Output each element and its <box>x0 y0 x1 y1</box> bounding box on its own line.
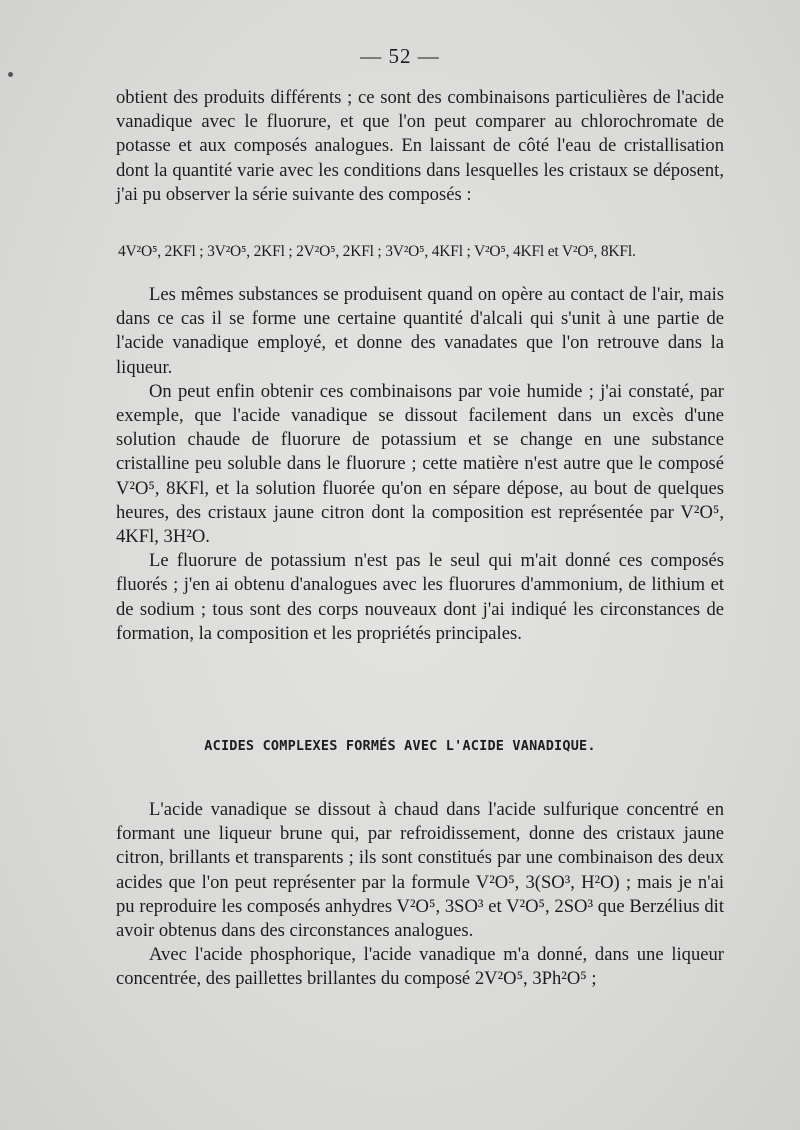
paragraph-5: L'acide vanadique se dissout à chaud dans l'acide sulfurique concentré en formant une liqueur brune qui, par refroidissement, donne des cristaux jaune citron, brillants et transparents ; ils sont constitués par une combinaison des deux acides que l'on peut représenter par la formule V²O⁵, 3(SO³, H²O) ; mais je n'ai pu reproduire les composés anhydres V²O⁵, 3SO³ et V²O⁵, 2SO³ que Berzélius dit avoir obtenus dans des circonstances analogues. <box>116 799 724 942</box>
text-block-middle <box>116 283 724 646</box>
paragraph-4: Le fluorure de potassium n'est pas le seul qui m'ait donné ces composés fluorés ; j'en ai obtenu d'analogues avec les fluorures d'ammonium, de lithium et de sodium ; tous sont des corps nouveaux dont j'ai indiqué les circonstances de formation, la composition et les propriétés principales. <box>116 550 724 644</box>
section-heading: ACIDES COMPLEXES FORMÉS AVEC L'ACIDE VANADIQUE. <box>204 738 596 754</box>
formula-series: 4V²O⁵, 2KFl ; 3V²O⁵, 2KFl ; 2V²O⁵, 2KFl ; 3V²O⁵, 4KFl ; V²O⁵, 4KFl et V²O⁵, 8KFl. <box>118 243 636 260</box>
text-block-top <box>116 86 724 207</box>
paragraph-3: On peut enfin obtenir ces combinaisons par voie humide ; j'ai constaté, par exemple, que l'acide vanadique se dissout facilement dans un excès d'une solution chaude de fluorure de potassium et se change en une substance cristalline peu soluble dans le fluorure ; cette matière n'est autre que le composé V²O⁵, 8KFl, et la solution fluorée qu'on en sépare dépose, au bout de quelques heures, des cristaux jaune citron dont la composition est représentée par V²O⁵, 4KFl, 3H²O. <box>116 380 724 548</box>
page-number: — 52 — <box>360 44 440 68</box>
text-block-bottom <box>116 798 724 992</box>
paragraph-1: obtient des produits différents ; ce sont des combinaisons particulières de l'acide vanadique avec le fluorure, et que l'on peut comparer au chlorochromate de potasse et aux composés analogues. En laissant de côté l'eau de cristallisation dont la quantité varie avec les conditions dans lesquelles les cristaux se déposent, j'ai pu observer la série suivante des composés : <box>116 87 724 205</box>
paragraph-2: Les mêmes substances se produisent quand on opère au contact de l'air, mais dans ce cas il se forme une certaine quantité d'alcali qui s'unit à une partie de l'acide vanadique employé, et donne des vanadates que l'on retrouve dans la liqueur. <box>116 284 724 378</box>
paragraph-6: Avec l'acide phosphorique, l'acide vanadique m'a donné, dans une liqueur concentrée, des paillettes brillantes du composé 2V²O⁵, 3Ph²O⁵ ; <box>116 944 724 990</box>
ink-spot <box>8 72 13 77</box>
